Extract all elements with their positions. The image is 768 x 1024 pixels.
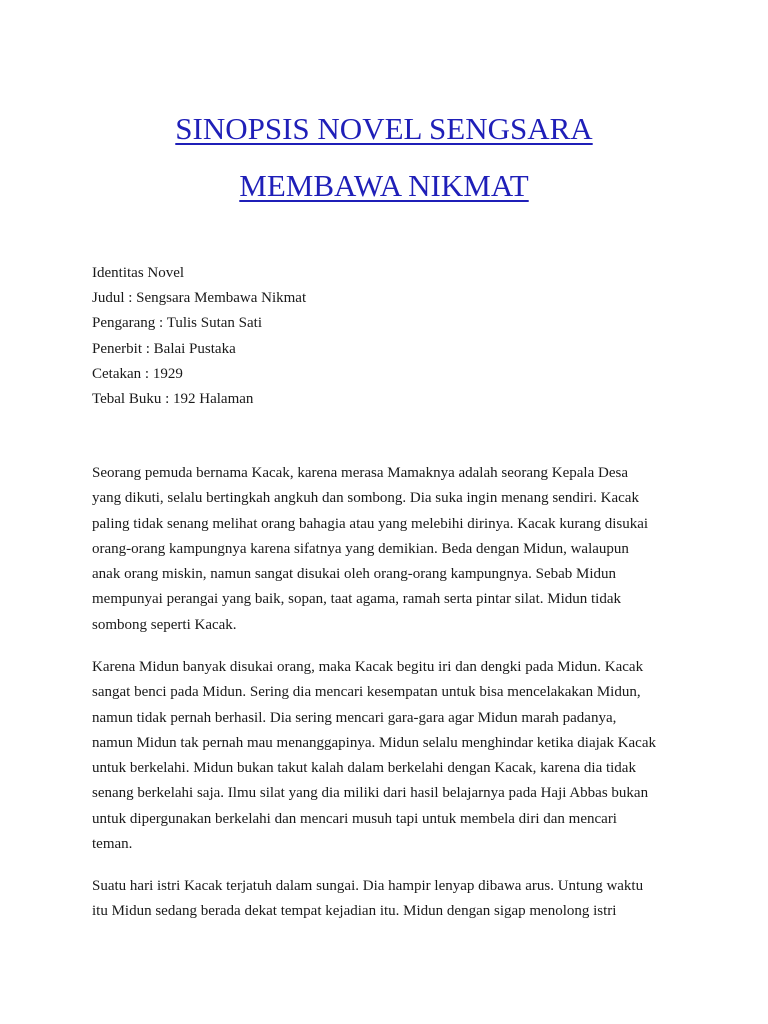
paragraph-line: namun tidak pernah berhasil. Dia sering mencari gara-gara agar Midun marah padanya, <box>92 709 617 726</box>
paragraph-line: Karena Midun banyak disukai orang, maka Kacak begitu iri dan dengki pada Midun. Kacak <box>92 659 644 675</box>
identity-heading: Identitas Novel <box>92 265 185 281</box>
paragraph-line: senang berkelahi saja. Ilmu silat yang dia miliki dari hasil belajarnya pada Haji Abbas bukan <box>92 785 649 802</box>
paragraph-line: Seorang pemuda bernama Kacak, karena merasa Mamaknya adalah seorang Kepala Desa <box>92 465 628 481</box>
novel-identity-list <box>92 261 306 412</box>
paragraph-line: paling tidak senang melihat orang bahagia atau yang melebihi dirinya. Kacak kurang disukai <box>92 515 649 532</box>
paragraph-line: untuk berkelahi. Midun bukan takut kalah dalam berkelahi dengan Kacak, karena dia tidak <box>92 760 636 777</box>
paragraph-line: sangat benci pada Midun. Sering dia mencari kesempatan untuk bisa mencelakakan Midun, <box>92 684 641 701</box>
paragraph-line: untuk dipergunakan berkelahi dan mencari musuh tapi untuk membela diri dan mencari <box>92 810 617 827</box>
title-line-1: SINOPSIS NOVEL SENGSARA <box>175 111 593 146</box>
paragraph-line: yang dikuti, selalu bertingkah angkuh dan sombong. Dia suka ingin menang sendiri. Kacak <box>92 490 639 507</box>
identity-title: Judul : Sengsara Membawa Nikmat <box>92 290 307 307</box>
paragraph-line: sombong seperti Kacak. <box>92 616 237 633</box>
synopsis-paragraph-3 <box>92 874 692 925</box>
paragraph-line: mempunyai perangai yang baik, sopan, taat agama, ramah serta pintar silat. Midun tidak <box>92 591 621 608</box>
identity-publisher: Penerbit : Balai Pustaka <box>92 340 236 357</box>
synopsis-paragraph-2 <box>92 655 692 857</box>
paragraph-line: teman. <box>92 836 133 853</box>
title-line-2: MEMBAWA NIKMAT <box>239 168 529 203</box>
paragraph-line: anak orang miskin, namun sangat disukai oleh orang-orang kampungnya. Sebab Midun <box>92 566 617 583</box>
identity-edition: Cetakan : 1929 <box>92 365 183 382</box>
paragraph-line: itu Midun sedang berada dekat tempat kejadian itu. Midun dengan sigap menolong istri <box>92 903 617 920</box>
synopsis-paragraph-1 <box>92 461 692 638</box>
document-title <box>0 100 768 214</box>
paragraph-line: orang-orang kampungnya karena sifatnya yang demikian. Beda dengan Midun, walaupun <box>92 540 629 557</box>
paragraph-line: Suatu hari istri Kacak terjatuh dalam sungai. Dia hampir lenyap dibawa arus. Untung waktu <box>92 878 644 894</box>
paragraph-line: namun Midun tak pernah mau menanggapinya. Midun selalu menghindar ketika diajak Kacak <box>92 734 657 751</box>
identity-page-count: Tebal Buku : 192 Halaman <box>92 391 254 408</box>
identity-author: Pengarang : Tulis Sutan Sati <box>92 315 263 332</box>
